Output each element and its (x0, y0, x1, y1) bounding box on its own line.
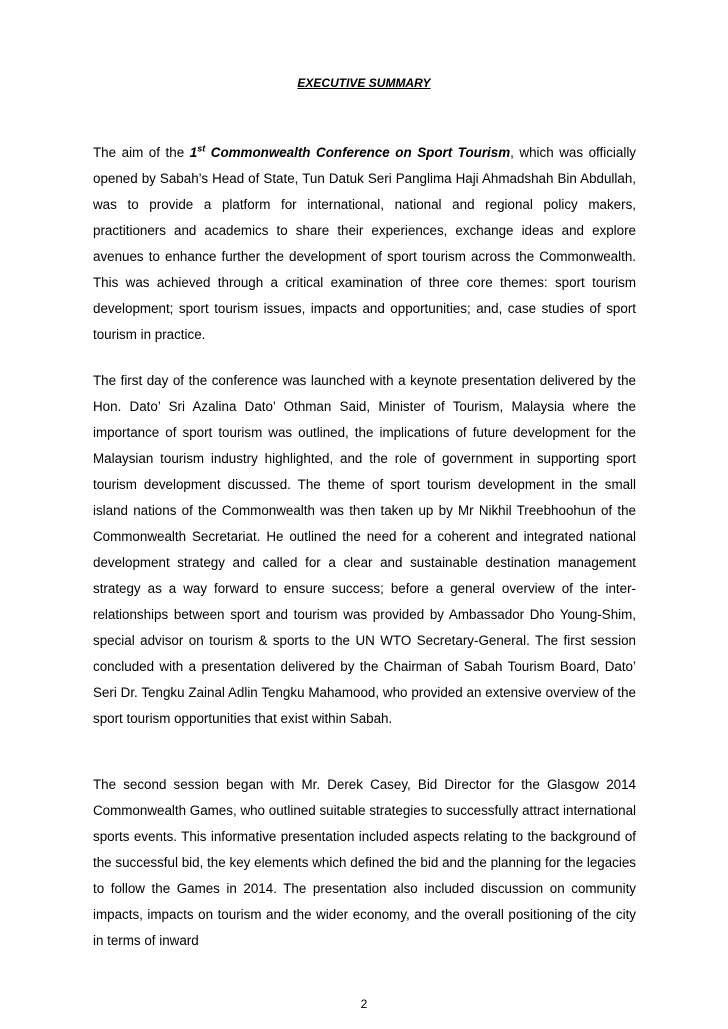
paragraph-aim (93, 140, 636, 348)
conference-ordinal-suffix: st (197, 143, 206, 154)
paragraph-first-day: The first day of the conference was launched with a keynote presentation delivered by the Hon. Dato’ Sri Azalina Dato’ Othman Said, Minister of Tourism, Malaysia where the importance of sport tourism was outlined, the implications of future development for the Malaysian tourism industry highlighted, and the role of government in supporting sport tourism development discussed. The theme of sport tourism development in the small island nations of the Commonwealth was then taken up by Mr Nikhil Treebhoohun of the Commonwealth Secretariat. He outlined the need for a coherent and integrated national development strategy and called for a clear and sustainable destination management strategy as a way forward to ensure success; before a general overview of the inter-relationships between sport and tourism was provided by Ambassador Dho Young-Shim, special advisor on tourism & sports to the UN WTO Secretary-General. The first session concluded with a presentation delivered by the Chairman of Sabah Tourism Board, Dato’ Seri Dr. Tengku Zainal Adlin Tengku Mahamood, who provided an extensive overview of the sport tourism opportunities that exist within Sabah. (93, 373, 636, 726)
page-title: EXECUTIVE SUMMARY (297, 76, 431, 90)
page-number: 2 (360, 997, 368, 1011)
paragraph-aim-text: , which was officially opened by Sabah’s Head of State, Tun Datuk Seri Panglima Haji Ahmadshah Bin Abdullah, was to provide a platform for international, national and regional policy makers, practitioners and academics to share their experiences, exchange ideas and explore avenues to enhance further the development of sport tourism across the Commonwealth. This was achieved through a critical examination of three core themes: sport tourism development; sport tourism issues, impacts and opportunities; and, case studies of sport tourism in practice. (93, 145, 636, 342)
conference-name (190, 145, 510, 160)
conference-title: Commonwealth Conference on Sport Tourism (205, 145, 511, 160)
paragraph-second-session: The second session began with Mr. Derek Casey, Bid Director for the Glasgow 2014 Commonwealth Games, who outlined suitable strategies to successfully attract international sports events. This informative presentation included aspects relating to the background of the successful bid, the key elements which defined the bid and the planning for the legacies to follow the Games in 2014. The presentation also included discussion on community impacts, impacts on tourism and the wider economy, and the overall positioning of the city in terms of inward (93, 777, 636, 948)
paragraph-aim-lead: The aim of the (93, 145, 190, 160)
conference-ordinal: 1 (189, 145, 198, 160)
